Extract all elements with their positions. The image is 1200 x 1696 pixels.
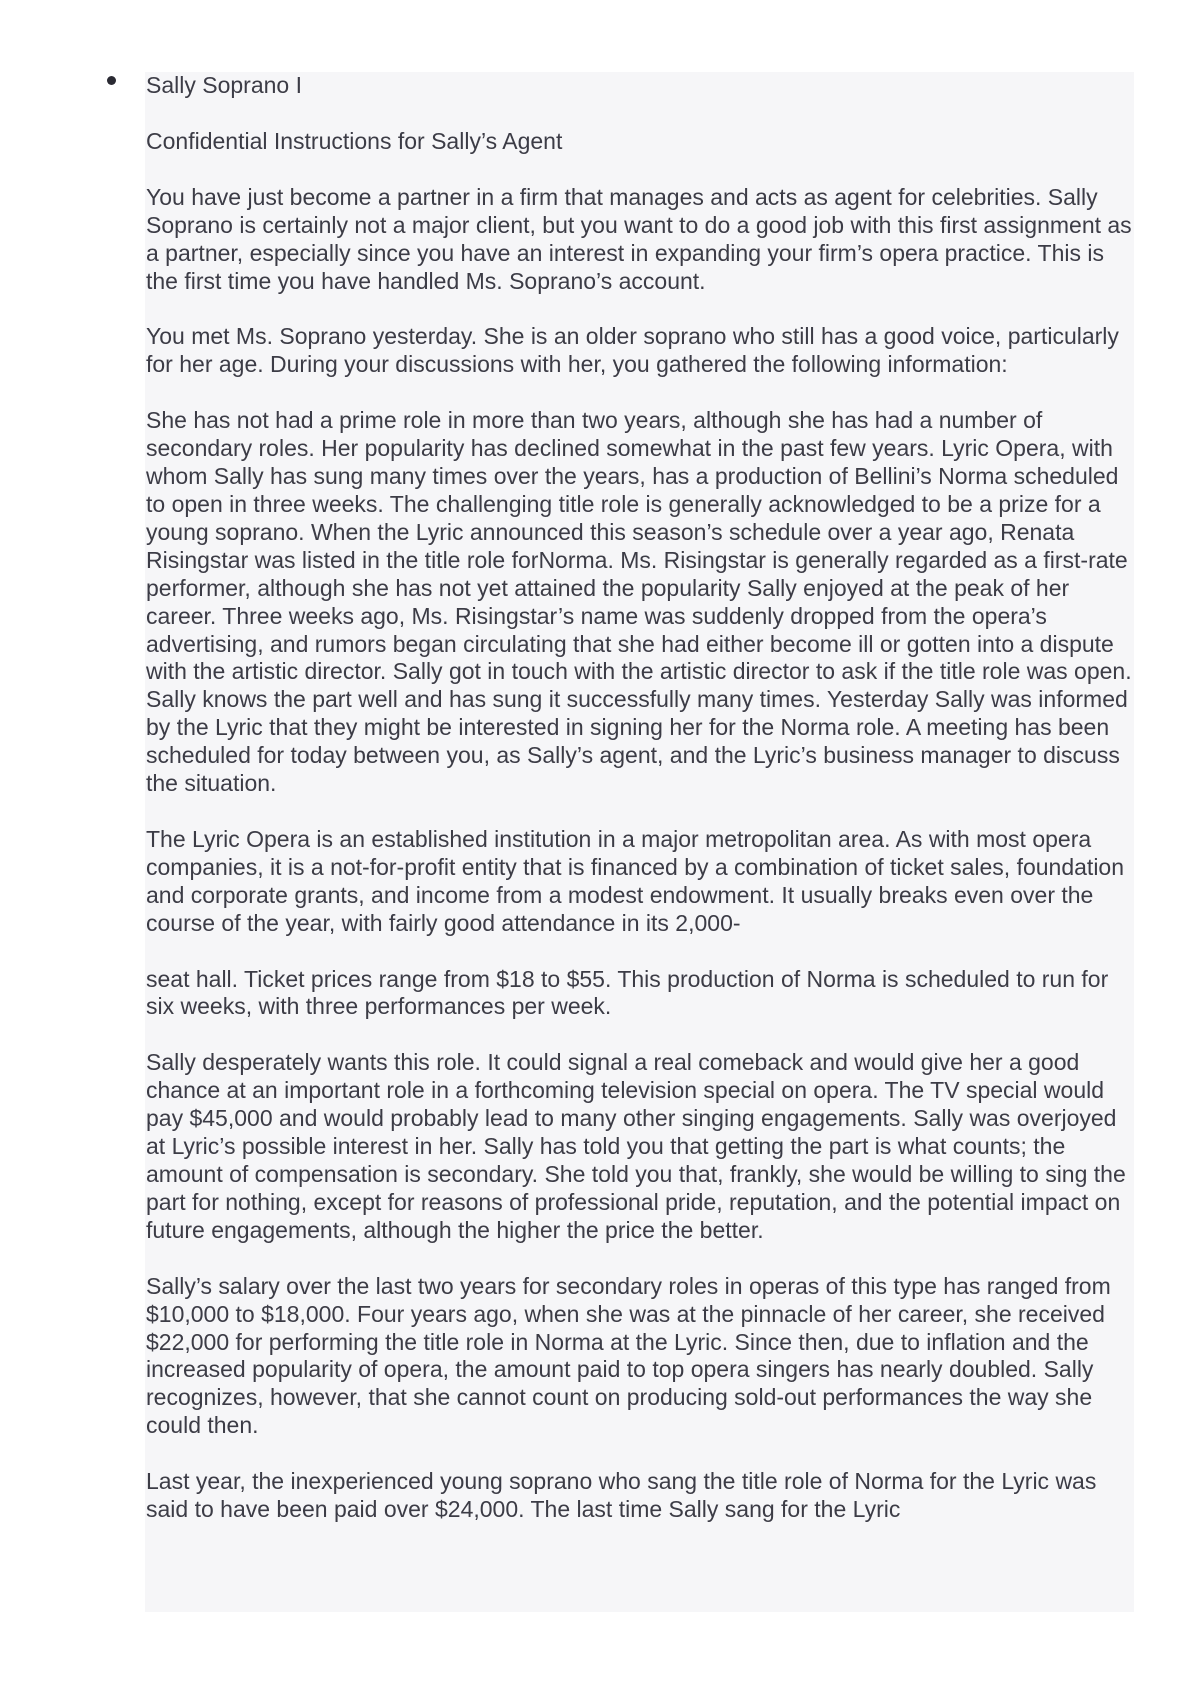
paragraph-meeting: You met Ms. Soprano yesterday. She is an older soprano who still has a good voice, particularly for her age. During your discussions with her, you gathered the following information: <box>146 323 1119 378</box>
paragraph-lyric-opera: The Lyric Opera is an established institution in a major metropolitan area. As with most opera companies, it is a not-for-profit entity that is financed by a combination of ticket sales, foundation and corporate grants, and income from a modest endowment. It usually breaks even over the course of the year, with fairly good attendance in its 2,000- <box>146 825 1125 936</box>
list-item-title: Sally Soprano I <box>146 72 302 98</box>
document-content <box>146 72 1136 1552</box>
paragraph-seat-hall: seat hall. Ticket prices range from $18 to $55. This production of Norma is scheduled to run for six weeks, with three performances per week. <box>146 965 1109 1020</box>
paragraph-salary: Sally’s salary over the last two years for secondary roles in operas of this type has ranged from $10,000 to $18,000. Four years ago, when she was at the pinnacle of her career, she received $22,000 for performing the title role in Norma at the Lyric. Since then, due to inflation and the increased popularity of opera, the amount paid to top opera singers has nearly doubled. Sally recognizes, however, that she cannot count on producing sold-out performances the way she could then. <box>146 1272 1111 1439</box>
document-subtitle: Confidential Instructions for Sally’s Agent <box>146 127 563 154</box>
paragraph-last-year: Last year, the inexperienced young soprano who sang the title role of Norma for the Lyric was said to have been paid over $24,000. The last time Sally sang for the Lyric <box>146 1468 1097 1523</box>
paragraph-background: She has not had a prime role in more than two years, although she has had a number of secondary roles. Her popularity has declined somewhat in the past few years. Lyric Opera, with whom Sally has sung many times over the years, has a production of Bellini’s Norma scheduled to open in three weeks. The challenging title role is generally acknowledged to be a prize for a young soprano. When the Lyric announced this season’s schedule over a year ago, Renata Risingstar was listed in the title role forNorma. Ms. Risingstar is generally regarded as a first-rate performer, although she has not yet attained the popularity Sally enjoyed at the peak of her career. Three weeks ago, Ms. Risingstar’s name was suddenly dropped from the opera’s advertising, and rumors began circulating that she had either become ill or gotten into a dispute with the artistic director. Sally got in touch with the artistic director to ask if the title role was open. Sally knows the part well and has sung it successfully many times. Yesterday Sally was informed by the Lyric that they might be interested in signing her for the Norma role. A meeting has been scheduled for today between you, as Sally’s agent, and the Lyric’s business manager to discuss the situation. <box>146 407 1132 797</box>
paragraph-sally-wants: Sally desperately wants this role. It could signal a real comeback and would give her a good chance at an important role in a forthcoming television special on opera. The TV special would pay $45,000 and would probably lead to many other singing engagements. Sally was overjoyed at Lyric’s possible interest in her. Sally has told you that getting the part is what counts; the amount of compensation is secondary. She told you that, frankly, she would be willing to sing the part for nothing, except for reasons of professional pride, reputation, and the potential impact on future engagements, although the higher the price the better. <box>146 1049 1126 1243</box>
list-bullet-icon <box>107 76 116 85</box>
paragraph-intro: You have just become a partner in a firm that manages and acts as agent for celebrities. Sally Soprano is certainly not a major client, but you want to do a good job with this first assignment as a partner, especially since you have an interest in expanding your firm’s opera practice. This is the first time you have handled Ms. Soprano’s account. <box>146 183 1132 294</box>
